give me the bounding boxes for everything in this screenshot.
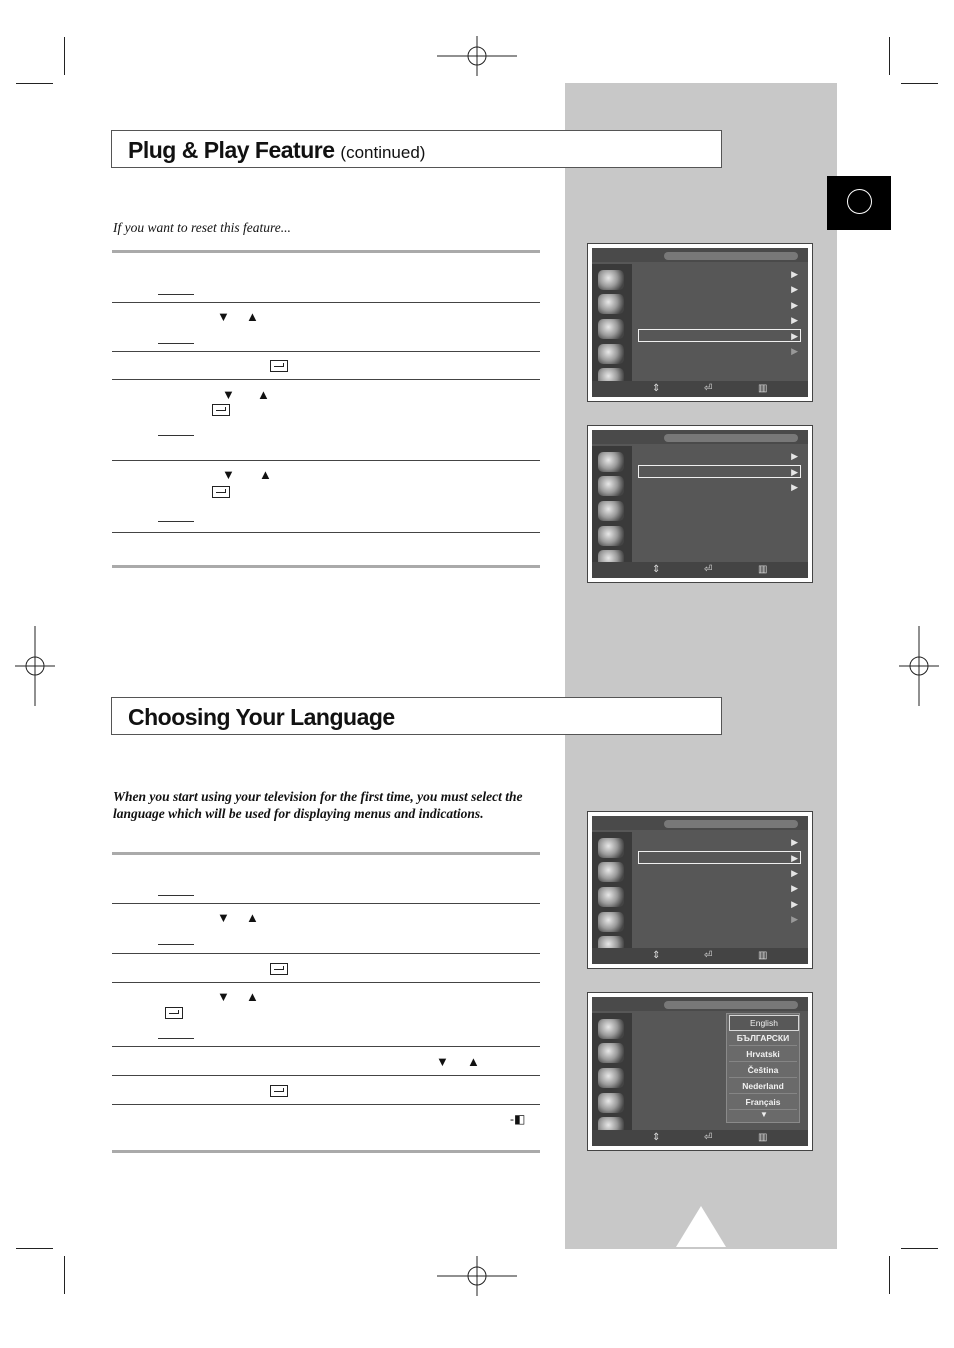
divider [112,302,540,303]
menu-highlight [638,465,801,478]
divider [112,1104,540,1105]
channel-icon [598,501,624,521]
crop-mark [889,37,890,75]
section-title-box [111,697,722,735]
section-title-box [111,130,722,168]
down-arrow-icon: ▼ [436,1054,449,1069]
chevron-right-icon: ▶ [791,315,798,325]
divider [112,460,540,461]
chevron-right-icon: ▶ [791,914,798,924]
up-arrow-icon: ▲ [246,309,259,324]
sound-icon [598,1043,624,1063]
chevron-right-icon: ▶ [791,284,798,294]
crop-mark [901,1248,938,1249]
chevron-right-icon: ▶ [791,482,798,492]
crop-mark [16,83,53,84]
move-icon: ⇕ [652,383,661,394]
chevron-right-icon: ▶ [791,467,798,477]
picture-icon [598,838,624,858]
page-title: Plug & Play Feature (continued) [128,137,426,163]
chevron-right-icon: ▶ [791,853,798,863]
divider [112,1150,540,1153]
move-icon: ⇕ [652,1132,661,1143]
up-arrow-icon: ▲ [259,467,272,482]
up-arrow-icon: ▲ [257,387,270,402]
tv-menu-screen [587,243,813,402]
circle-icon [847,189,872,214]
down-arrow-icon: ▼ [222,467,235,482]
language-option: Čeština [729,1063,797,1078]
up-arrow-icon: ▲ [246,910,259,925]
chevron-right-icon: ▶ [791,899,798,909]
sound-icon [598,862,624,882]
underline [158,1038,194,1039]
underline [158,294,194,295]
language-option: БЪЛГАРСКИ [729,1031,797,1046]
divider [112,1075,540,1076]
channel-icon [598,1068,624,1088]
language-option: Hrvatski [729,1047,797,1062]
underline [158,521,194,522]
chevron-right-icon: ▶ [791,883,798,893]
enter-icon [165,1007,183,1019]
tv-language-screen [587,992,813,1151]
underline [158,944,194,945]
enter-icon [212,486,230,498]
divider [112,250,540,253]
menu-highlight [638,851,801,864]
registration-mark [437,1256,517,1296]
menu-icon: ▥ [758,383,768,394]
menu-icon: ▥ [758,950,768,961]
language-option: Français [729,1095,797,1110]
up-arrow-icon: ▲ [467,1054,480,1069]
chevron-right-icon: ▶ [791,451,798,461]
picture-icon [598,270,624,290]
divider [112,903,540,904]
enter-icon: ⏎ [704,1132,713,1143]
section-intro: If you want to reset this feature... [113,220,291,235]
osd-screen [592,816,808,964]
sound-icon [598,476,624,496]
down-arrow-icon: ▼ [217,910,230,925]
menu-highlight [638,329,801,342]
osd-screen [592,997,808,1146]
enter-icon [270,360,288,372]
enter-icon: ⏎ [704,950,713,961]
enter-icon [270,963,288,975]
setup-icon [598,1093,624,1113]
language-list [726,1013,800,1123]
move-icon: ⇕ [652,950,661,961]
move-icon: ⇕ [652,564,661,575]
section-intro: When you start using your television for the first time, you must select the language which will be used for displaying menus and indications. [113,789,523,821]
tv-menu-screen [587,811,813,969]
chevron-right-icon: ▶ [791,837,798,847]
up-arrow-icon: ▲ [246,989,259,1004]
underline [158,895,194,896]
picture-icon [598,452,624,472]
language-tab [827,176,891,230]
down-arrow-icon: ▼ [217,989,230,1004]
enter-icon [270,1085,288,1097]
crop-mark [16,1248,53,1249]
language-option: Nederland [729,1079,797,1094]
divider [112,953,540,954]
exit-icon: -◧ [510,1112,526,1126]
menu-icon: ▥ [758,1132,768,1143]
crop-mark [64,1256,65,1294]
enter-icon: ⏎ [704,564,713,575]
registration-mark [15,626,55,706]
osd-screen [592,430,808,578]
title-suffix: (continued) [340,143,426,162]
channel-icon [598,319,624,339]
enter-icon [212,404,230,416]
picture-icon [598,1019,624,1039]
chevron-right-icon: ▶ [791,331,798,341]
divider [112,852,540,855]
setup-icon [598,912,624,932]
underline [158,435,194,436]
chevron-right-icon: ▶ [791,868,798,878]
chevron-right-icon: ▶ [791,346,798,356]
setup-icon [598,344,624,364]
registration-mark [899,626,939,706]
divider [112,532,540,533]
down-arrow-icon: ▼ [222,387,235,402]
menu-icon: ▥ [758,564,768,575]
crop-mark [889,1256,890,1294]
section-title: Choosing Your Language [128,704,395,730]
divider [112,379,540,380]
chevron-right-icon: ▶ [791,269,798,279]
divider [112,1046,540,1047]
enter-icon: ⏎ [704,383,713,394]
channel-icon [598,887,624,907]
divider [112,982,540,983]
divider [112,351,540,352]
sound-icon [598,294,624,314]
scroll-down-icon: ▼ [760,1110,768,1119]
crop-mark [64,37,65,75]
down-arrow-icon: ▼ [217,309,230,324]
page-number-triangle [676,1206,726,1247]
osd-screen [592,248,808,397]
divider [112,565,540,568]
crop-mark [901,83,938,84]
chevron-right-icon: ▶ [791,300,798,310]
tv-menu-screen [587,425,813,583]
underline [158,343,194,344]
registration-mark [437,36,517,76]
setup-icon [598,526,624,546]
language-option: English [729,1015,799,1031]
